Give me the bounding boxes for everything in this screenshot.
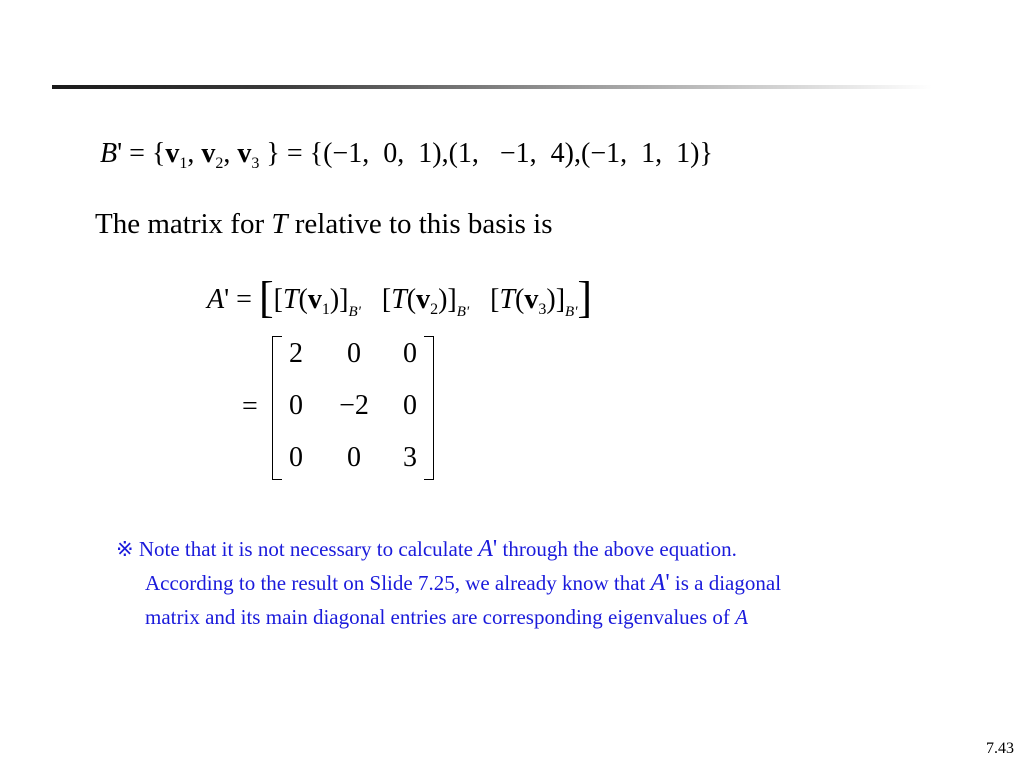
vector-v1: v [307, 284, 322, 315]
prime-mark: ' [665, 570, 670, 596]
note-text: Note that it is not necessary to calculate [138, 537, 479, 561]
note-text: According to the result on Slide 7.25, we already know that [145, 571, 651, 595]
matrix-cell: 0 [289, 390, 303, 421]
matrix-cell: 0 [289, 442, 303, 473]
basis-vector-2: (1, −1, 4) [448, 138, 575, 169]
subscript-1: 1 [179, 155, 188, 172]
matrix-symbol: A [207, 284, 225, 315]
matrix-cell: 0 [347, 338, 361, 369]
reference-mark-icon: ※ [116, 537, 134, 561]
subscript-2: 2 [430, 301, 439, 318]
matrix-cell: 0 [347, 442, 361, 473]
open-brace: { [309, 138, 324, 169]
note-text: matrix and its main diagonal entries are corresponding eigenvalues of [145, 605, 736, 629]
basis-vector-1: (−1, 0, 1) [323, 138, 442, 169]
transformation-symbol: T [391, 284, 407, 315]
statement-post: relative to this basis is [287, 208, 553, 240]
statement-pre: The matrix for [95, 208, 272, 240]
note-text: through the above equation. [497, 537, 737, 561]
basis-subscript: B' [565, 304, 578, 320]
matrix-cell: 3 [403, 442, 417, 473]
equals-sign: = [236, 284, 252, 315]
header-rule [52, 85, 932, 89]
close-brace: } [699, 138, 713, 169]
note-line-2 [116, 566, 946, 600]
note-text: is a diagonal [669, 571, 782, 595]
transformation-symbol: T [499, 284, 516, 315]
basis-vector-3: (−1, 1, 1) [581, 138, 700, 169]
comma: , [223, 138, 231, 169]
close-brace: } [266, 138, 280, 169]
subscript-1: 1 [321, 301, 330, 318]
vector-v2: v [201, 138, 216, 169]
vector-v3: v [237, 138, 252, 169]
basis-subscript: B' [348, 304, 361, 320]
subscript-3: 3 [251, 155, 260, 172]
basis-equation [100, 138, 713, 170]
matrix-symbol: A [650, 570, 666, 596]
matrix-cell: 0 [403, 390, 417, 421]
vector-v2: v [416, 284, 431, 315]
transformation-symbol: T [282, 284, 299, 315]
open-brace: { [151, 138, 166, 169]
matrix-cell: 0 [403, 338, 417, 369]
prime-mark: ' [117, 138, 123, 169]
matrix-symbol: A [478, 536, 493, 562]
prime-mark: ' [492, 536, 498, 562]
prime-mark: ' [224, 284, 230, 315]
basis-subscript: B' [456, 304, 470, 320]
outer-right-bracket: ] [577, 273, 593, 322]
matrix-equals-sign: = [242, 391, 258, 422]
matrix-cell: 2 [289, 338, 303, 369]
matrix-definition: $A' = [[T(v_1)]_{B'}$ $[T(v_2)]_{B'}$ $[T(v_3)]_{B'}$] [207, 273, 593, 322]
equals-sign: = [129, 138, 145, 169]
matrix-cell: −2 [339, 390, 369, 421]
matrix-symbol: A [735, 605, 748, 629]
note-line-3 [116, 600, 946, 634]
basis-symbol: B [100, 138, 118, 169]
diagonal-matrix [272, 336, 434, 480]
comma: , [187, 138, 195, 169]
equals-sign: = [286, 138, 303, 169]
vector-v1: v [165, 138, 180, 169]
outer-left-bracket: [ [258, 273, 274, 322]
statement-text [95, 208, 553, 241]
page-number: 7.43 [986, 740, 1014, 757]
subscript-2: 2 [215, 155, 224, 172]
note-block [116, 532, 946, 634]
transformation-symbol: T [271, 208, 288, 240]
note-line-1 [116, 532, 946, 566]
comma: , [441, 138, 449, 169]
comma: , [574, 138, 582, 169]
subscript-3: 3 [538, 301, 547, 318]
vector-v3: v [524, 284, 539, 315]
